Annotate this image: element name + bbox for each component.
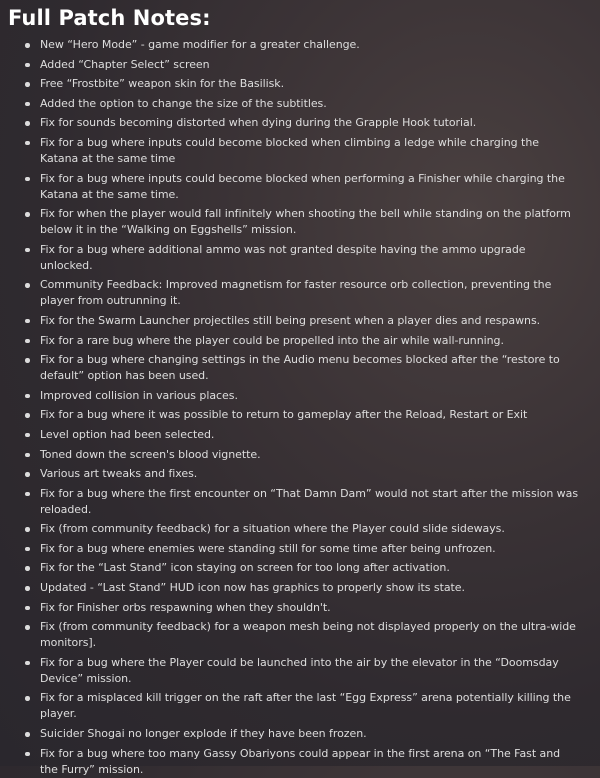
list-item: Toned down the screen's blood vignette.	[40, 447, 580, 463]
list-item: Fix for the Swarm Launcher projectiles still being present when a player dies and respawns.	[40, 313, 580, 329]
list-item: Updated - “Last Stand” HUD icon now has graphics to properly show its state.	[40, 580, 580, 596]
list-item: Various art tweaks and fixes.	[40, 466, 580, 482]
list-item: Fix for a bug where inputs could become blocked when climbing a ledge while charging the Katana at the same time	[40, 135, 580, 167]
list-item: Level option had been selected.	[40, 427, 580, 443]
list-item: Fix for a misplaced kill trigger on the raft after the last “Egg Express” arena potentially killing the player.	[40, 690, 580, 722]
list-item: Added the option to change the size of the subtitles.	[40, 96, 580, 112]
page-title: Full Patch Notes:	[8, 6, 211, 30]
list-item: Free “Frostbite” weapon skin for the Basilisk.	[40, 76, 580, 92]
list-item: Fix for a bug where additional ammo was not granted despite having the ammo upgrade unlocked.	[40, 242, 580, 274]
list-item: Community Feedback: Improved magnetism for faster resource orb collection, preventing the player from outrunning it.	[40, 277, 580, 309]
list-item: Fix for when the player would fall infinitely when shooting the bell while standing on the platform below it in the “Walking on Eggshells” mission.	[40, 206, 580, 238]
list-item: Fix for a bug where it was possible to return to gameplay after the Reload, Restart or Exit	[40, 407, 580, 423]
list-item: Fix for sounds becoming distorted when dying during the Grapple Hook tutorial.	[40, 115, 580, 131]
list-item: Added “Chapter Select” screen	[40, 57, 580, 73]
list-item: Fix for a bug where the Player could be launched into the air by the elevator in the “Doomsday Device” mission.	[40, 655, 580, 687]
list-item: Fix for a bug where enemies were standing still for some time after being unfrozen.	[40, 541, 580, 557]
list-item: New “Hero Mode” - game modifier for a greater challenge.	[40, 37, 580, 53]
list-item: Suicider Shogai no longer explode if they have been frozen.	[40, 726, 580, 742]
list-item: Fix for a bug where inputs could become blocked when performing a Finisher while charging the Katana at the same time.	[40, 171, 580, 203]
list-item: Fix for a bug where the first encounter on “That Damn Dam” would not start after the mission was reloaded.	[40, 486, 579, 516]
list-item: Fix for a bug where changing settings in the Audio menu becomes blocked after the “restore to default” option has been used.	[40, 352, 580, 384]
list-item: Fix for a rare bug where the player could be propelled into the air while wall-running.	[40, 333, 580, 349]
list-item: Fix for the “Last Stand” icon staying on screen for too long after activation.	[40, 560, 580, 576]
list-item: Fix for a bug where too many Gassy Obariyons could appear in the first arena on “The Fast and the Furry” mission.	[40, 746, 580, 778]
list-item: Improved collision in various places.	[40, 388, 580, 404]
list-item: Fix (from community feedback) for a weapon mesh being not displayed properly on the ultra-wide monitors].	[40, 619, 580, 651]
patch-notes-list	[0, 37, 580, 778]
list-item: Fix for Finisher orbs respawning when they shouldn't.	[40, 600, 580, 616]
list-item: Fix (from community feedback) for a situation where the Player could slide sideways.	[40, 521, 580, 537]
